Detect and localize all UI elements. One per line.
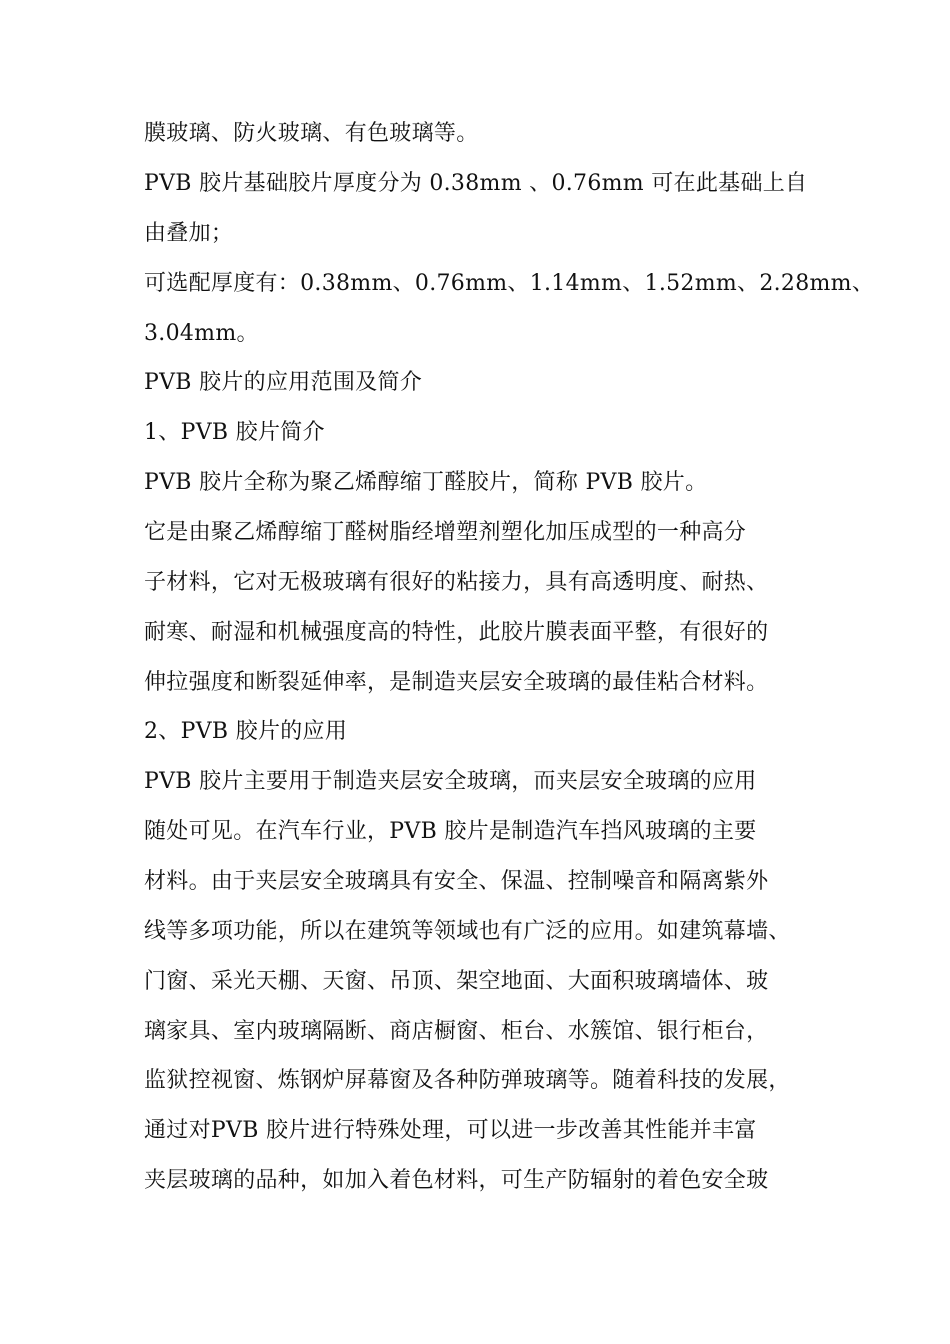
text-line: PVB 胶片全称为聚乙烯醇缩丁醛胶片，简称 PVB 胶片。 [144, 470, 708, 495]
text-line: 材料。由于夹层安全玻璃具有安全、保温、控制噪音和隔离紫外 [144, 869, 769, 894]
text-line: 通过对PVB 胶片进行特殊处理，可以进一步改善其性能并丰富 [144, 1118, 757, 1143]
text-line: 随处可见。在汽车行业，PVB 胶片是制造汽车挡风玻璃的主要 [144, 819, 757, 844]
text-line: PVB 胶片基础胶片厚度分为 0.38mm 、0.76mm 可在此基础上自 [144, 171, 808, 196]
text-line: 子材料，它对无极玻璃有很好的粘接力，具有高透明度、耐热、 [144, 570, 769, 595]
text-line: 它是由聚乙烯醇缩丁醛树脂经增塑剂塑化加压成型的一种高分 [144, 520, 747, 545]
text-line: 膜玻璃、防火玻璃、有色玻璃等。 [144, 121, 479, 146]
text-line: 耐寒、耐湿和机械强度高的特性，此胶片膜表面平整，有很好的 [144, 620, 769, 645]
text-line: 可选配厚度有：0.38mm、0.76mm、1.14mm、1.52mm、2.28mm、 [144, 271, 875, 296]
text-line: 线等多项功能，所以在建筑等领域也有广泛的应用。如建筑幕墙、 [144, 919, 791, 944]
text-line: 伸拉强度和断裂延伸率，是制造夹层安全玻璃的最佳粘合材料。 [144, 670, 769, 695]
text-line: 由叠加； [144, 221, 234, 246]
text-line: 监狱控视窗、炼钢炉屏幕窗及各种防弹玻璃等。随着科技的发展， [144, 1068, 791, 1093]
subsection-heading: 1、PVB 胶片简介 [144, 420, 325, 445]
text-line: PVB 胶片主要用于制造夹层安全玻璃，而夹层安全玻璃的应用 [144, 769, 757, 794]
section-heading: PVB 胶片的应用范围及简介 [144, 370, 423, 395]
text-line: 门窗、采光天棚、天窗、吊顶、架空地面、大面积玻璃墙体、玻 [144, 969, 769, 994]
text-line: 夹层玻璃的品种，如加入着色材料，可生产防辐射的着色安全玻 [144, 1168, 769, 1193]
text-line: 3.04mm。 [144, 321, 259, 346]
text-line: 璃家具、室内玻璃隔断、商店橱窗、柜台、水簇馆、银行柜台， [144, 1019, 769, 1044]
subsection-heading: 2、PVB 胶片的应用 [144, 719, 348, 744]
